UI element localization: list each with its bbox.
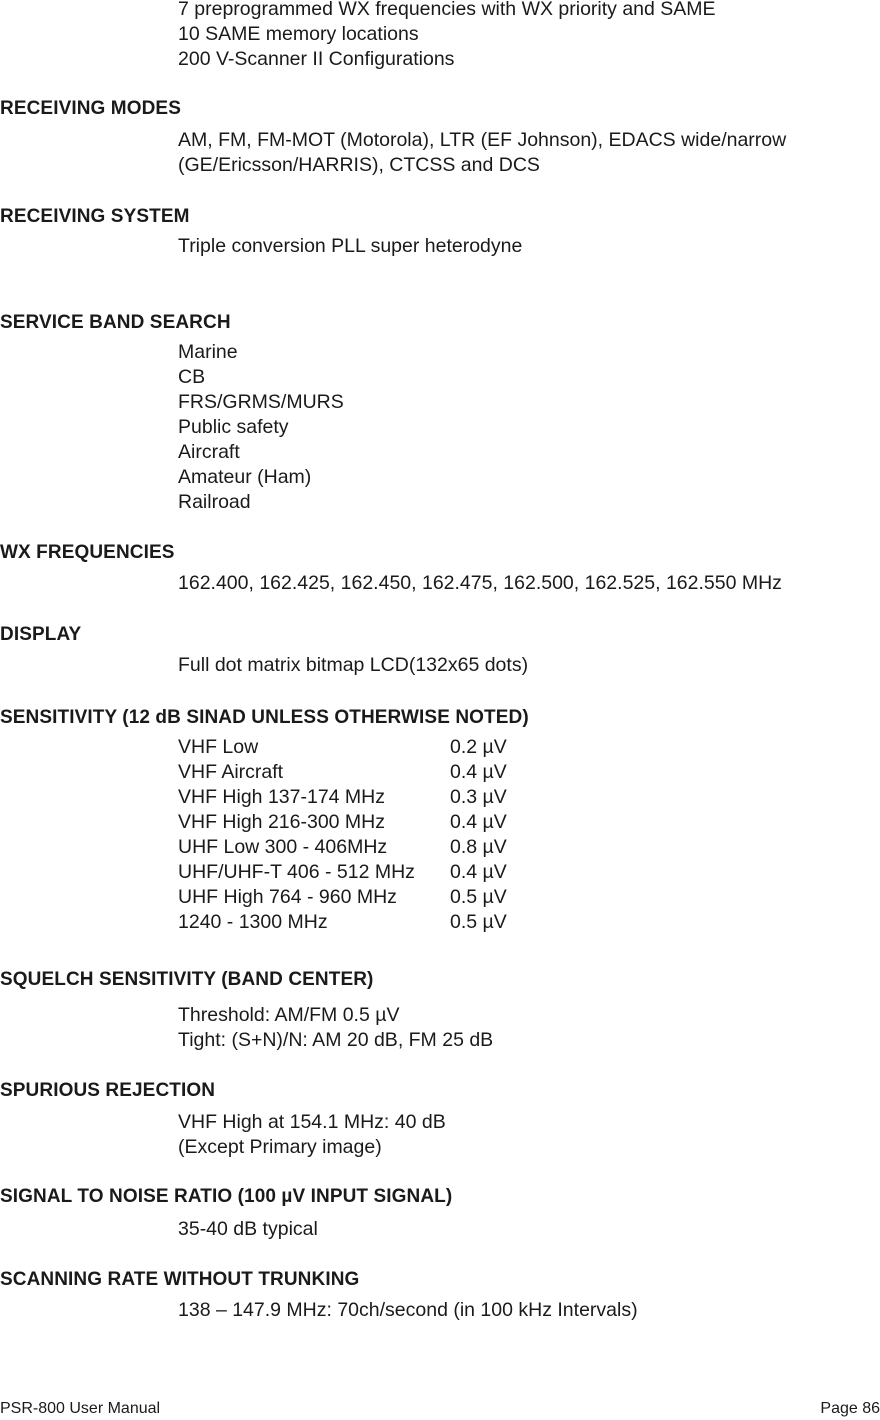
service-band-list <box>178 340 868 515</box>
intro-line: 10 SAME memory locations <box>178 23 419 45</box>
receiving-system-heading: RECEIVING SYSTEM <box>0 206 190 227</box>
footer-manual-title: PSR-800 User Manual <box>0 1400 161 1417</box>
intro-line: 200 V-Scanner II Configurations <box>178 48 455 70</box>
receiving-system-block <box>178 234 868 259</box>
wx-frequencies-block <box>178 571 868 596</box>
sensitivity-row <box>178 760 868 785</box>
scanning-rate-block <box>178 1298 868 1323</box>
service-band-item: Aircraft <box>178 441 240 463</box>
service-band-item: Public safety <box>178 416 289 438</box>
receiving-system-line: Triple conversion PLL super heterodyne <box>178 235 523 257</box>
receiving-modes-heading: RECEIVING MODES <box>0 98 181 119</box>
sensitivity-heading: SENSITIVITY (12 dB SINAD UNLESS OTHERWISE NOTED) <box>0 707 529 728</box>
receiving-modes-line: (GE/Ericsson/HARRIS), CTCSS and DCS <box>178 154 540 176</box>
receiving-modes-line: AM, FM, FM-MOT (Motorola), LTR (EF Johnson), EDACS wide/narrow <box>178 129 787 151</box>
spurious-rejection-heading: SPURIOUS REJECTION <box>0 1080 216 1101</box>
sensitivity-value: 0.4 µV <box>450 861 507 883</box>
scanning-rate-heading: SCANNING RATE WITHOUT TRUNKING <box>0 1269 360 1290</box>
service-band-search-heading: SERVICE BAND SEARCH <box>0 312 231 333</box>
spurious-rejection-line: VHF High at 154.1 MHz: 40 dB <box>178 1111 446 1133</box>
sensitivity-value: 0.5 µV <box>450 886 507 908</box>
footer-page-number: Page 86 <box>820 1400 880 1417</box>
sensitivity-row <box>178 885 868 910</box>
wx-frequencies-heading: WX FREQUENCIES <box>0 542 175 563</box>
sensitivity-value: 0.4 µV <box>450 811 507 833</box>
sensitivity-row <box>178 785 868 810</box>
sensitivity-value: 0.2 µV <box>450 736 507 758</box>
squelch-sensitivity-line: Threshold: AM/FM 0.5 µV <box>178 1004 400 1026</box>
signal-to-noise-heading: SIGNAL TO NOISE RATIO (100 µV INPUT SIGNAL) <box>0 1186 453 1207</box>
sensitivity-band: VHF Low <box>178 736 259 758</box>
sensitivity-row <box>178 835 868 860</box>
intro-line: 7 preprogrammed WX frequencies with WX priority and SAME <box>178 0 716 20</box>
squelch-sensitivity-block <box>178 1003 868 1053</box>
spurious-rejection-line: (Except Primary image) <box>178 1136 382 1158</box>
sensitivity-band: VHF High 137-174 MHz <box>178 786 385 808</box>
signal-to-noise-block <box>178 1217 868 1242</box>
display-line: Full dot matrix bitmap LCD(132x65 dots) <box>178 654 529 676</box>
sensitivity-band: UHF Low 300 - 406MHz <box>178 836 388 858</box>
sensitivity-value: 0.8 µV <box>450 836 507 858</box>
sensitivity-band: UHF High 764 - 960 MHz <box>178 886 397 908</box>
service-band-item: Amateur (Ham) <box>178 466 312 488</box>
squelch-sensitivity-heading: SQUELCH SENSITIVITY (BAND CENTER) <box>0 969 374 990</box>
receiving-modes-block <box>178 128 868 178</box>
display-block <box>178 653 868 678</box>
sensitivity-row <box>178 810 868 835</box>
scanning-rate-line: 138 – 147.9 MHz: 70ch/second (in 100 kHz Intervals) <box>178 1299 638 1321</box>
service-band-item: FRS/GRMS/MURS <box>178 391 344 413</box>
sensitivity-band: VHF Aircraft <box>178 761 284 783</box>
sensitivity-row <box>178 910 868 935</box>
sensitivity-table <box>178 735 868 935</box>
wx-frequencies-line: 162.400, 162.425, 162.450, 162.475, 162.500, 162.525, 162.550 MHz <box>178 572 782 594</box>
sensitivity-value: 0.5 µV <box>450 911 507 933</box>
squelch-sensitivity-line: Tight: (S+N)/N: AM 20 dB, FM 25 dB <box>178 1029 494 1051</box>
spurious-rejection-block <box>178 1110 868 1160</box>
sensitivity-row <box>178 860 868 885</box>
sensitivity-band: UHF/UHF-T 406 - 512 MHz <box>178 861 415 883</box>
signal-to-noise-line: 35-40 dB typical <box>178 1218 318 1240</box>
sensitivity-band: VHF High 216-300 MHz <box>178 811 385 833</box>
service-band-item: CB <box>178 366 206 388</box>
service-band-item: Railroad <box>178 491 251 513</box>
sensitivity-value: 0.3 µV <box>450 786 507 808</box>
display-heading: DISPLAY <box>0 624 82 645</box>
sensitivity-row <box>178 735 868 760</box>
sensitivity-band: 1240 - 1300 MHz <box>178 911 328 933</box>
intro-block <box>178 0 868 72</box>
service-band-item: Marine <box>178 341 238 363</box>
sensitivity-value: 0.4 µV <box>450 761 507 783</box>
